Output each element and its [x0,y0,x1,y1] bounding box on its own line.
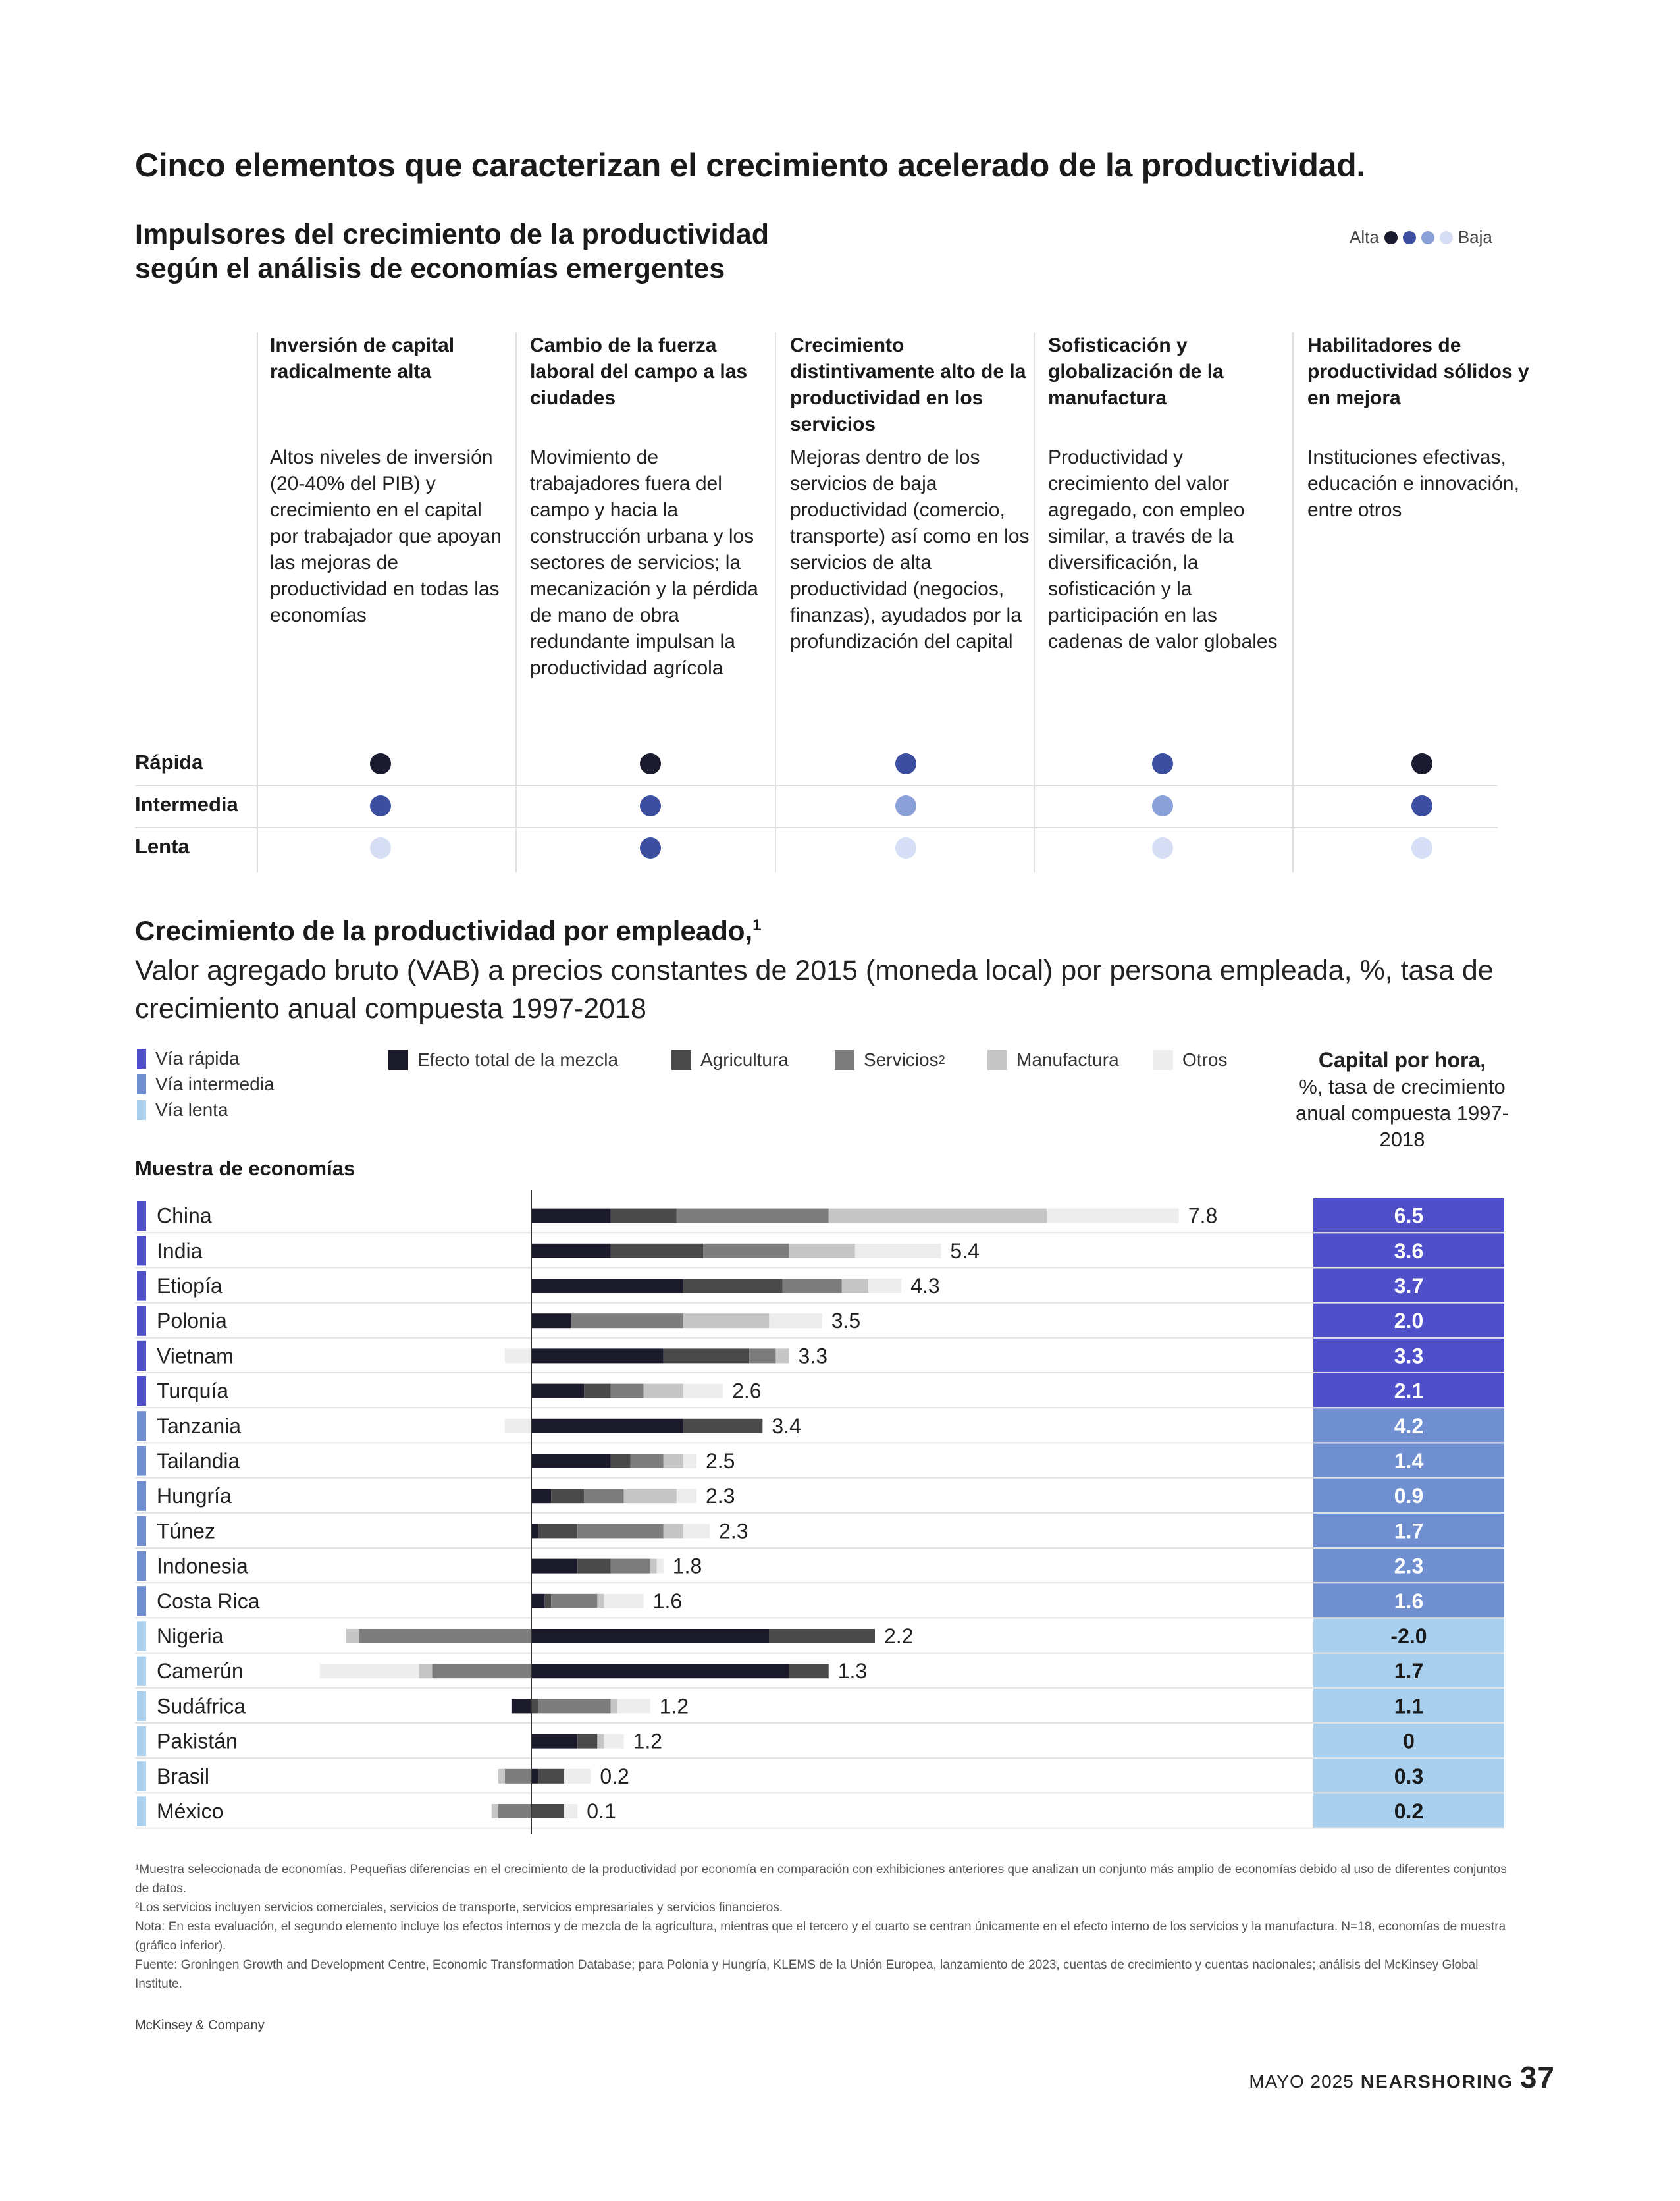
capital-value: 0 [1403,1729,1415,1753]
series-legend-label: Servicios [864,1049,939,1070]
speed-marker [137,1481,146,1511]
bar-segment [544,1594,551,1608]
capital-value: 1.4 [1394,1449,1424,1473]
capital-value: 1.1 [1394,1694,1424,1718]
bar-segment [538,1769,564,1784]
capital-value: 0.9 [1394,1484,1424,1508]
bar-segment [597,1594,604,1608]
capital-value: 4.2 [1394,1414,1424,1438]
page-title: Cinco elementos que caracterizan el crecimiento acelerado de la productividad. [135,147,1365,184]
speed-marker [137,1657,146,1686]
folio-page-number: 37 [1519,2060,1555,2094]
bar-segment [584,1489,623,1503]
country-label: Camerún [157,1659,244,1684]
speed-legend-label: Vía intermedia [155,1074,275,1094]
driver-title-1: Inversión de capital radicalmente alta [270,334,455,383]
bar-segment [531,1664,789,1678]
bar-segment [531,1384,584,1398]
publisher-credit: McKinsey & Company [135,2018,265,2032]
country-label: Brasil [157,1764,210,1788]
speed-marker [137,1201,146,1231]
total-value-label: 2.6 [732,1379,762,1403]
bar-segment [789,1664,829,1678]
total-value-label: 1.6 [652,1589,683,1613]
bar-segment [538,1699,610,1713]
section1-heading-line2: según el análisis de economías emergentes [135,253,725,284]
capital-value: 3.7 [1394,1274,1424,1298]
total-value-label: 2.3 [705,1484,735,1508]
bar-segment [346,1629,359,1643]
speed-marker [137,1726,146,1756]
bar-segment [610,1699,617,1713]
bar-segment [564,1769,591,1784]
country-label: México [157,1799,224,1823]
bar-segment [498,1769,505,1784]
bar-segment [775,1348,789,1363]
country-label: Tailandia [157,1449,240,1473]
bar-segment [657,1559,664,1574]
bar-segment [577,1524,664,1538]
country-label: Túnez [157,1519,215,1543]
footnote-note: Nota: En esta evaluación, el segundo elemento incluye los efectos internos y de mezcla de la agricultura, mientras que el tercero y el cuarto se centran únicamente en el efecto interno de los servicios y la manufactura. N=18, economías de muestra (gráfico inferior). [135,1920,1506,1953]
bar-segment [531,1594,544,1608]
chart-title-footnote-mark: 1 [752,916,762,934]
driver-title-3: Crecimiento distintivamente alto de la productividad en los servicios [790,334,1026,435]
footnote-2: ²Los servicios incluyen servicios comerciales, servicios de transporte, servicios empresariales y servicios financieros. [135,1901,783,1915]
capital-value: 1.7 [1394,1519,1424,1543]
series-legend-label: Agricultura [700,1049,789,1070]
legend-low-label: Baja [1457,227,1492,247]
bar-segment [531,1419,683,1433]
bar-segment [610,1209,676,1223]
driver-title-4: Sofisticación y globalización de la manufactura [1048,334,1224,409]
page-folio [1249,2059,1555,2095]
bar-segment [359,1629,531,1643]
country-label: Indonesia [157,1554,248,1578]
speed-marker [137,1306,146,1336]
speed-legend-label: Vía lenta [155,1100,228,1120]
capital-value: -2.0 [1390,1624,1427,1648]
capital-value: 3.3 [1394,1344,1424,1368]
bar-segment [703,1244,789,1258]
speed-marker [137,1341,146,1371]
country-label: Etiopía [157,1274,223,1298]
series-legend-footnote-mark: 2 [938,1053,945,1067]
bar-segment [610,1559,650,1574]
bar-segment [650,1559,657,1574]
speed-row-label-3: Lenta [135,835,190,858]
bar-segment [789,1244,855,1258]
bar-segment [624,1489,677,1503]
speed-marker [137,1236,146,1265]
country-label: Polonia [157,1309,227,1333]
bar-segment [683,1279,783,1293]
speed-marker [137,1411,146,1441]
capital-value: 1.6 [1394,1589,1424,1613]
bar-segment [492,1804,498,1818]
series-legend-label: Efecto total de la mezcla [417,1049,619,1070]
total-value-label: 1.8 [672,1554,702,1578]
speed-marker [137,1271,146,1300]
bar-segment [531,1209,610,1223]
country-label: India [157,1238,203,1263]
bar-segment [769,1313,822,1328]
speed-marker [137,1551,146,1581]
bar-segment [664,1348,750,1363]
bar-segment [531,1734,577,1749]
total-value-label: 3.5 [831,1309,861,1333]
total-value-label: 1.2 [659,1694,689,1718]
folio-magazine: NEARSHORING [1360,2071,1513,2092]
bar-segment [855,1244,941,1258]
speed-legend-label: Vía rápida [155,1048,240,1069]
country-label: Sudáfrica [157,1694,246,1718]
bar-segment [749,1348,775,1363]
bar-segment [419,1664,432,1678]
bar-segment [842,1279,868,1293]
bar-segment [664,1524,683,1538]
bar-segment [631,1454,664,1468]
driver-desc-1: Altos niveles de inversión (20-40% del PIB) y crecimiento en el capital por trabajador que apoyan las mejoras de productividad en todas las economías [270,446,502,626]
bar-segment [531,1559,577,1574]
bar-segment [868,1279,901,1293]
capital-value: 0.2 [1394,1799,1424,1823]
country-label: Turquía [157,1379,229,1403]
bar-segment [664,1454,683,1468]
bar-segment [577,1559,610,1574]
capital-value: 2.3 [1394,1554,1424,1578]
capital-header-bold: Capital por hora, [1318,1048,1486,1072]
bar-segment [531,1244,610,1258]
bar-segment [610,1454,630,1468]
bar-segment [551,1489,584,1503]
bar-segment [683,1313,770,1328]
capital-value: 0.3 [1394,1764,1424,1788]
bar-segment [677,1209,829,1223]
bar-segment [610,1244,703,1258]
capital-header-rest: %, tasa de crecimiento anual compuesta 1997-2018 [1295,1075,1509,1151]
bar-segment [683,1524,710,1538]
total-value-label: 3.3 [798,1344,827,1368]
sample-label: Muestra de economías [135,1157,355,1180]
total-value-label: 5.4 [950,1238,980,1263]
capital-value: 2.1 [1394,1379,1424,1403]
bar-segment [531,1629,769,1643]
bar-segment [505,1769,531,1784]
total-value-label: 1.3 [837,1659,868,1684]
bar-segment [677,1489,696,1503]
footnotes [135,1860,1524,1994]
folio-date: MAYO 2025 [1249,2071,1354,2092]
footnote-1: ¹Muestra seleccionada de economías. Pequeñas diferencias en el crecimiento de la productividad por economía en comparación con exhibiciones anteriores que analizan un conjunto más amplio de economías debido al uso de diferentes conjuntos de datos. [135,1863,1507,1896]
total-value-label: 1.2 [633,1729,663,1753]
bar-segment [531,1348,664,1363]
speed-row-label-1: Rápida [135,751,203,774]
bar-segment [604,1594,643,1608]
bar-segment [644,1384,683,1398]
driver-desc-5: Instituciones efectivas, educación e innovación, entre otros [1307,446,1519,521]
total-value-label: 2.2 [884,1624,914,1648]
capital-value: 6.5 [1394,1204,1424,1228]
speed-marker [137,1446,146,1475]
speed-marker [137,1516,146,1546]
total-value-label: 2.5 [705,1449,735,1473]
total-value-label: 7.8 [1188,1204,1218,1228]
country-label: Nigeria [157,1624,224,1648]
country-label: Costa Rica [157,1589,260,1613]
bar-segment [617,1699,650,1713]
driver-title-2: Cambio de la fuerza laboral del campo a las ciudades [530,334,748,409]
total-value-label: 0.1 [587,1799,616,1823]
series-legend-label: Manufactura [1016,1049,1119,1070]
bar-segment [1047,1209,1179,1223]
speed-marker [137,1621,146,1651]
speed-marker [137,1691,146,1721]
bar-segment [584,1384,610,1398]
bar-segment [531,1524,538,1538]
bar-segment [571,1313,683,1328]
bar-segment [538,1524,577,1538]
chart-subtitle: Valor agregado bruto (VAB) a precios constantes de 2015 (moneda local) por persona empleada, %, tasa de crecimiento anual compuesta 1997-2018 [135,955,1494,1024]
capital-value: 3.6 [1394,1238,1424,1263]
speed-marker [137,1796,146,1826]
bar-segment [597,1734,604,1749]
legend-high-label: Alta [1350,227,1379,247]
capital-value: 1.7 [1394,1659,1424,1684]
bar-segment [432,1664,531,1678]
driver-desc-2: Movimiento de trabajadores fuera del campo y hacia la construcción urbana y los sectores de servicios; la mecanización y la pérdida de mano de obra redundante impulsan la productividad agrícola [530,446,758,679]
driver-desc-4: Productividad y crecimiento del valor agregado, con empleo similar, a través de la diversificación, la sofisticación y la participación en las cadenas de valor globales [1048,446,1278,652]
bar-segment [531,1454,610,1468]
bar-segment [531,1804,564,1818]
bar-segment [505,1419,531,1433]
speed-marker [137,1586,146,1616]
total-value-label: 3.4 [772,1414,801,1438]
bar-segment [512,1699,531,1713]
driver-title-5: Habilitadores de productividad sólidos y en mejora [1307,334,1529,409]
chart-title-text: Crecimiento de la productividad por empleado, [135,915,753,946]
bar-segment [610,1384,643,1398]
country-label: Hungría [157,1484,232,1508]
total-value-label: 2.3 [719,1519,748,1543]
bar-segment [683,1419,762,1433]
bar-segment [531,1769,538,1784]
bar-segment [531,1699,538,1713]
bar-segment [564,1804,577,1818]
bar-segment [551,1594,597,1608]
speed-row-label-2: Intermedia [135,793,238,816]
bar-segment [683,1384,723,1398]
bar-segment [505,1348,531,1363]
speed-marker [137,1761,146,1791]
bar-segment [498,1804,531,1818]
country-label: China [157,1204,212,1228]
capital-value: 2.0 [1394,1309,1424,1333]
country-label: Vietnam [157,1344,234,1368]
series-legend-label: Otros [1182,1049,1228,1070]
bar-segment [531,1489,551,1503]
bar-segment [782,1279,841,1293]
total-value-label: 4.3 [910,1274,940,1298]
bar-segment [320,1664,419,1678]
bar-segment [829,1209,1047,1223]
section1-heading-line1: Impulsores del crecimiento de la productividad [135,219,769,250]
bar-segment [683,1454,696,1468]
bar-segment [531,1313,571,1328]
country-label: Pakistán [157,1729,238,1753]
footnote-source: Fuente: Groningen Growth and Development Centre, Economic Transformation Database; para Polonia y Hungría, KLEMS de la Unión Europea, lanzamiento de 2023, cuentas de crecimiento y cuentas nacionales; análisis del McKinsey Global Institute. [135,1958,1479,1991]
total-value-label: 0.2 [600,1764,629,1788]
speed-marker [137,1376,146,1406]
bar-segment [531,1279,683,1293]
country-label: Tanzania [157,1414,242,1438]
bar-segment [769,1629,875,1643]
bar-segment [577,1734,597,1749]
bar-segment [604,1734,623,1749]
driver-desc-3: Mejoras dentro de los servicios de baja productividad (comercio, transporte) así como en los servicios de alta productividad (negocios, finanzas), ayudados por la profundización del capital [790,446,1030,652]
